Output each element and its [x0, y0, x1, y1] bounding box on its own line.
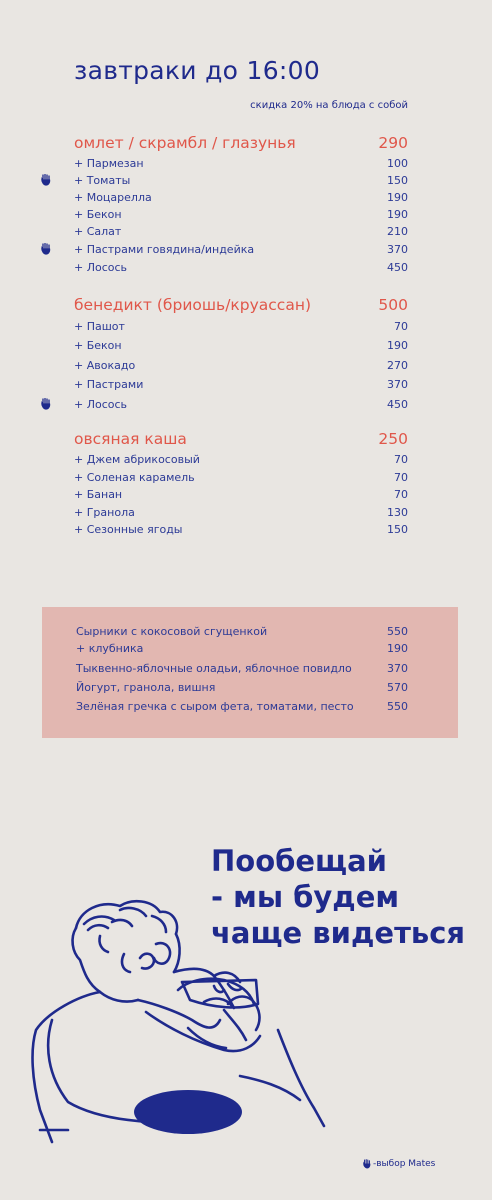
item-name: + Гранола	[74, 506, 135, 519]
slogan-line: чаще видеться	[211, 916, 466, 950]
special-item	[76, 681, 408, 695]
menu-item	[74, 506, 408, 520]
hand-icon	[363, 1159, 371, 1169]
item-price: 150	[387, 174, 408, 187]
item-name: + Бекон	[74, 208, 122, 221]
legend-text: -выбор Mates	[373, 1159, 436, 1169]
item-name: + Пастрами говядина/индейка	[74, 243, 255, 256]
special-name: Сырники с кокосовой сгущенкой	[76, 625, 268, 638]
special-name: + клубника	[76, 642, 144, 655]
menu-item	[74, 191, 408, 205]
item-price: 450	[387, 398, 408, 411]
hand-icon	[41, 174, 51, 186]
slogan	[211, 843, 465, 951]
special-name: Зелёная гречка с сыром фета, томатами, песто	[76, 700, 354, 713]
special-price: 370	[387, 662, 408, 675]
section-price: 250	[378, 430, 408, 448]
section-name: бенедикт (бриошь/круассан)	[74, 296, 312, 314]
item-price: 100	[387, 157, 408, 170]
section-price: 290	[378, 134, 408, 152]
item-name: + Пашот	[74, 320, 125, 333]
section-price: 500	[378, 296, 408, 314]
item-price: 450	[387, 261, 408, 274]
item-name: + Пастрами	[74, 378, 144, 391]
menu-item	[74, 225, 408, 239]
item-price: 130	[387, 506, 408, 519]
item-name: + Бекон	[74, 339, 122, 352]
item-price: 150	[387, 523, 408, 536]
item-name: + Салат	[74, 225, 122, 238]
menu-item	[74, 398, 408, 412]
item-price: 70	[394, 453, 408, 466]
slogan-line: - мы будем	[211, 880, 400, 914]
menu-item	[74, 174, 408, 188]
takeaway-discount-note: скидка 20% на блюда с собой	[250, 100, 408, 111]
menu-item	[74, 261, 408, 275]
menu-item	[74, 453, 408, 467]
item-name: + Моцарелла	[74, 191, 152, 204]
section-header-benedict	[74, 296, 408, 314]
menu-item	[74, 378, 408, 392]
menu-item	[74, 339, 408, 353]
menu-item	[74, 320, 408, 334]
item-price: 70	[394, 488, 408, 501]
section-header-oatmeal	[74, 430, 408, 448]
section-header-omelet	[74, 134, 408, 152]
item-price: 70	[394, 320, 408, 333]
menu-title: завтраки до 16:00	[74, 56, 321, 85]
menu-item	[74, 523, 408, 537]
menu-item	[74, 471, 408, 485]
item-price: 370	[387, 378, 408, 391]
item-name: + Лосось	[74, 398, 128, 411]
special-price: 570	[387, 681, 408, 694]
menu-item	[74, 359, 408, 373]
section-name: омлет / скрамбл / глазунья	[74, 134, 296, 152]
special-item	[76, 642, 408, 656]
item-name: + Джем абрикосовый	[74, 453, 200, 466]
menu-item	[74, 208, 408, 222]
legend	[363, 1159, 435, 1169]
item-price: 190	[387, 191, 408, 204]
item-name: + Томаты	[74, 174, 131, 187]
special-item	[76, 700, 408, 714]
menu-item	[74, 157, 408, 171]
hand-icon	[41, 243, 51, 255]
item-name: + Пармезан	[74, 157, 144, 170]
item-name: + Соленая карамель	[74, 471, 195, 484]
item-name: + Авокадо	[74, 359, 136, 372]
menu-item	[74, 243, 408, 257]
special-item	[76, 662, 408, 676]
item-price: 70	[394, 471, 408, 484]
item-price: 190	[387, 208, 408, 221]
special-name: Йогурт, гранола, вишня	[76, 681, 216, 694]
special-item	[76, 625, 408, 639]
special-price: 550	[387, 625, 408, 638]
item-price: 370	[387, 243, 408, 256]
special-price: 550	[387, 700, 408, 713]
item-price: 270	[387, 359, 408, 372]
slogan-line: Пообещай	[211, 844, 387, 878]
item-name: + Сезонные ягоды	[74, 523, 183, 536]
special-price: 190	[387, 642, 408, 655]
item-price: 210	[387, 225, 408, 238]
item-name: + Лосось	[74, 261, 128, 274]
menu-item	[74, 488, 408, 502]
item-price: 190	[387, 339, 408, 352]
special-name: Тыквенно-яблочные оладьи, яблочное повидло	[76, 662, 352, 675]
section-name: овсяная каша	[74, 430, 187, 448]
hand-icon	[41, 398, 51, 410]
item-name: + Банан	[74, 488, 123, 501]
